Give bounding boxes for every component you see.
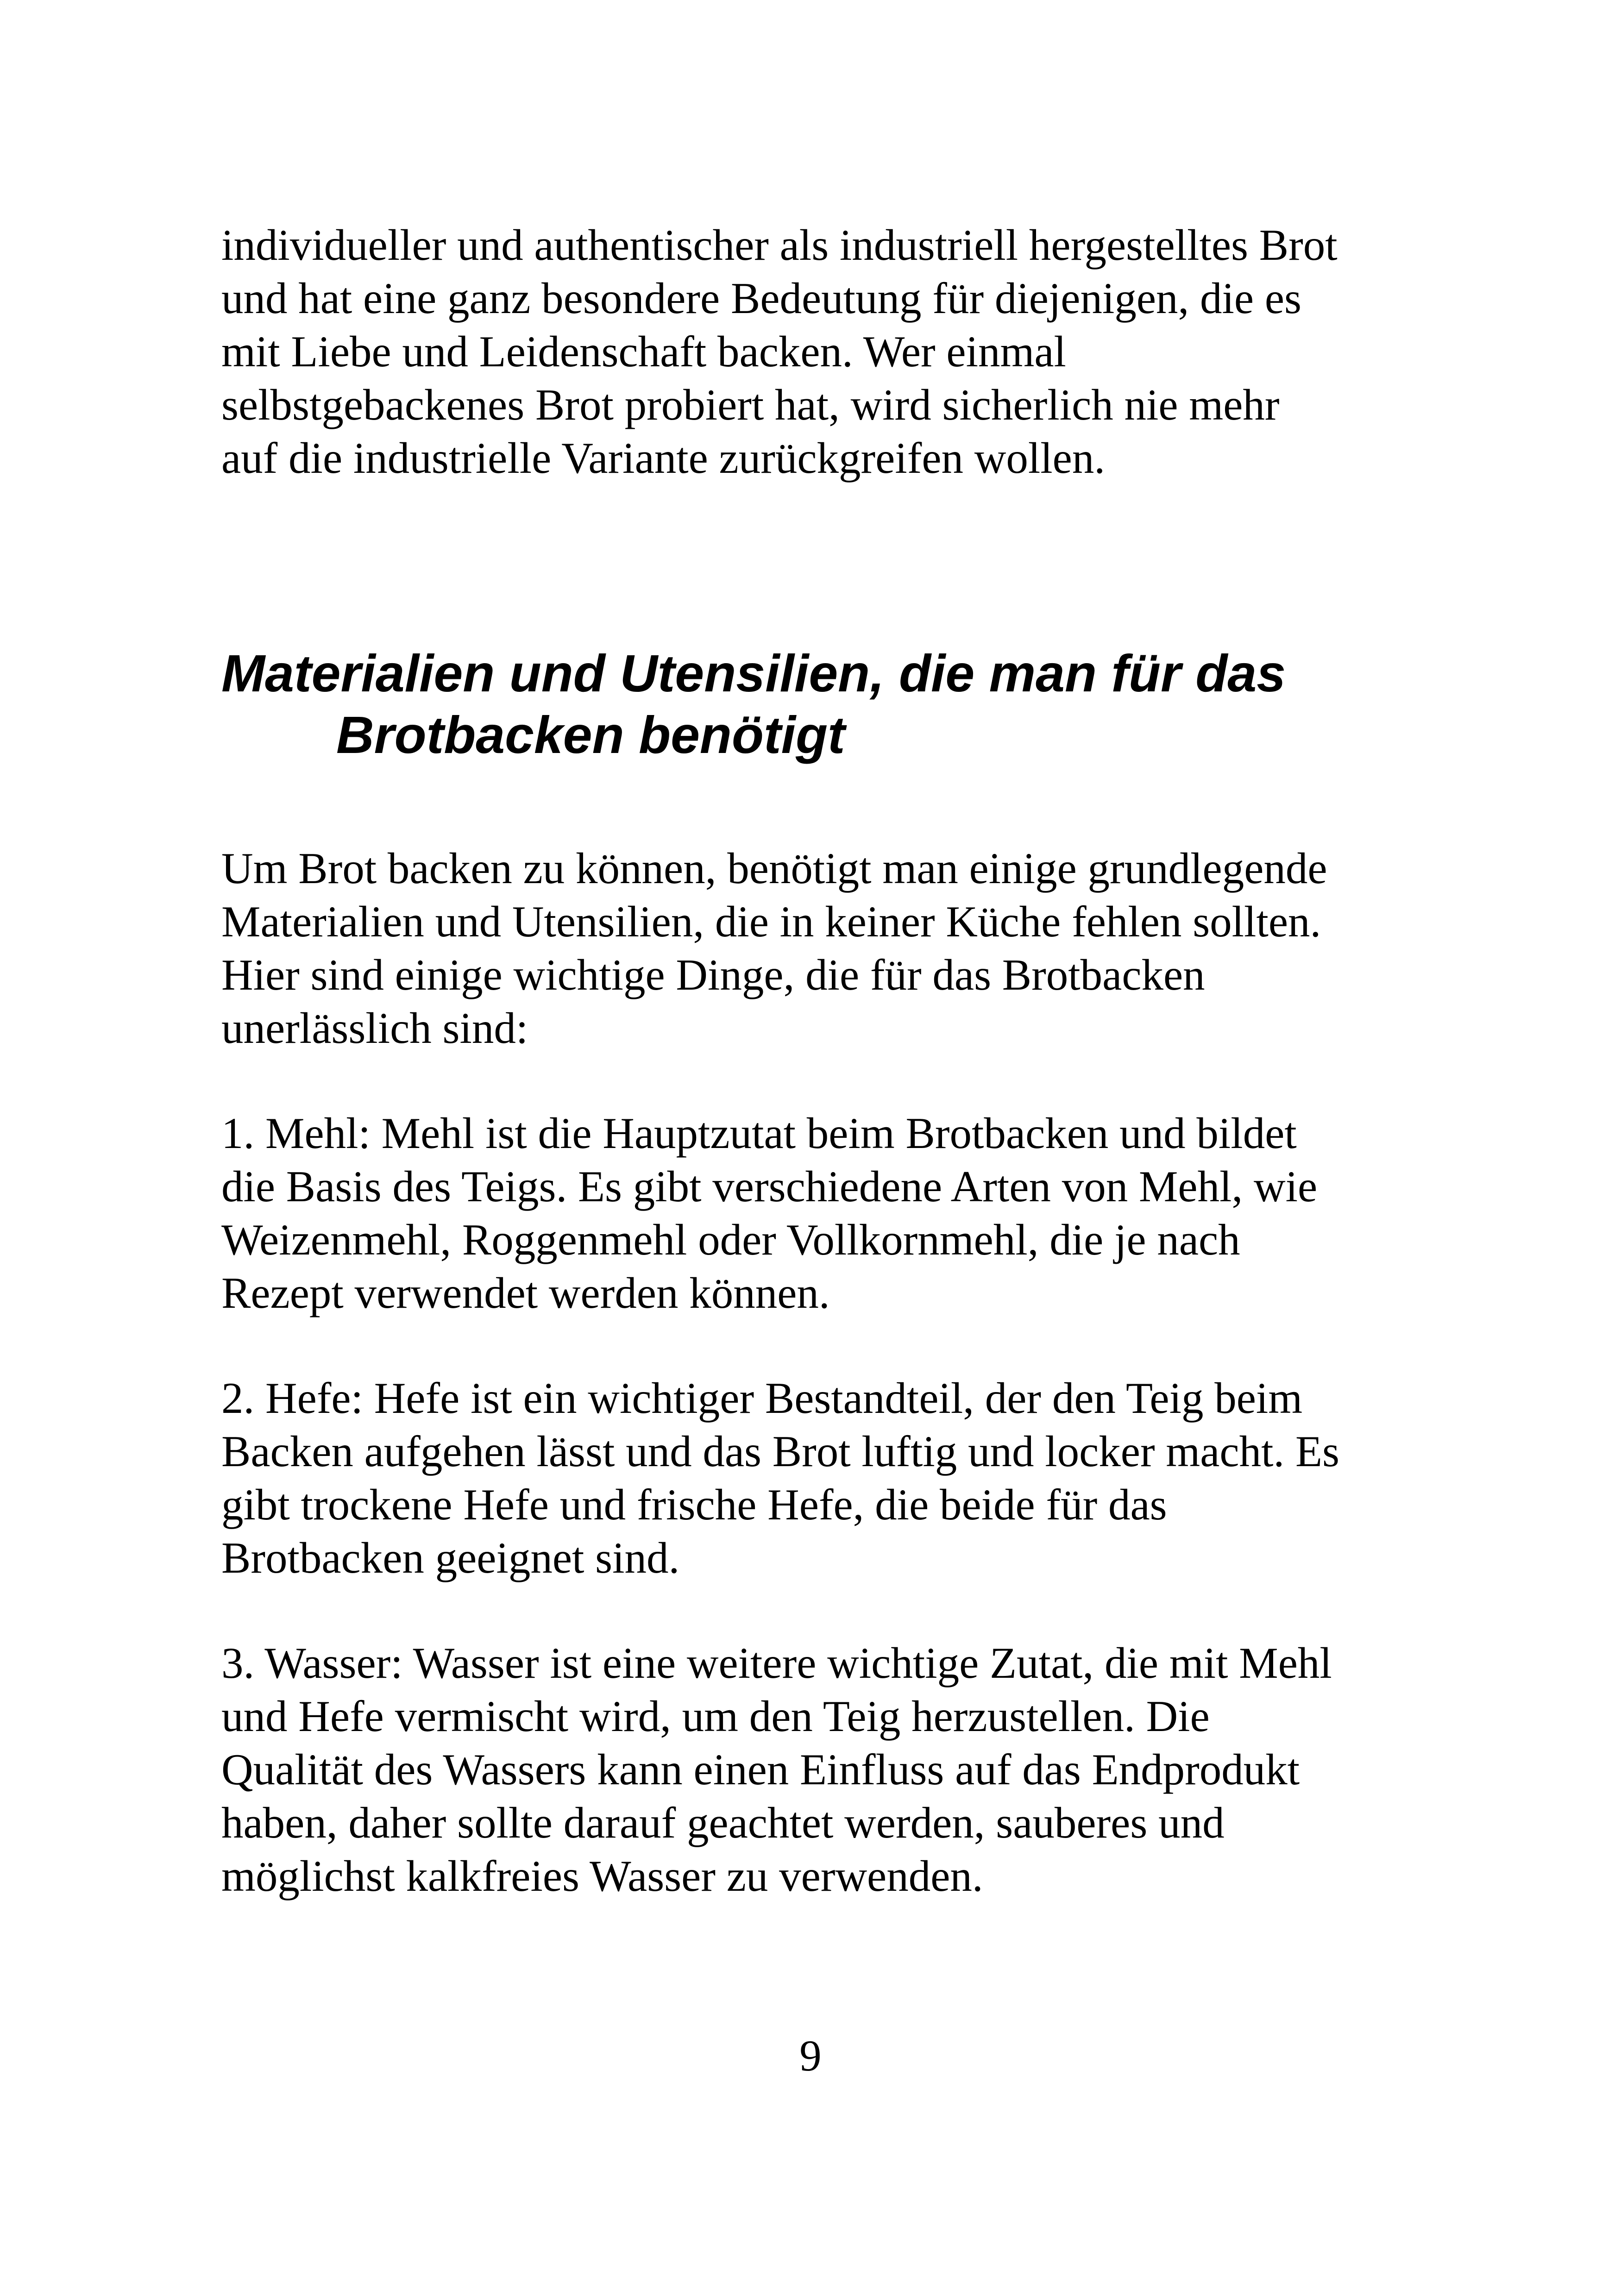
paragraph-line: mit Liebe und Leidenschaft backen. Wer einmal: [221, 327, 1066, 376]
lead-paragraph: [221, 842, 1416, 1055]
paragraph-line: unerlässlich sind:: [221, 1004, 528, 1053]
page-number: 9: [799, 2031, 822, 2080]
list-item-water: [221, 1637, 1416, 1903]
paragraph-line: möglichst kalkfreies Wasser zu verwenden.: [221, 1851, 983, 1901]
paragraph-line: Rezept verwendet werden können.: [221, 1268, 830, 1317]
section-heading: [221, 643, 1472, 766]
paragraph-line: Brotbacken geeignet sind.: [221, 1533, 680, 1582]
heading-line: Brotbacken benötigt: [336, 706, 845, 764]
paragraph-line: und hat eine ganz besondere Bedeutung für diejenigen, die es: [221, 274, 1301, 323]
paragraph-line: individueller und authentischer als industriell hergestelltes Brot: [221, 220, 1338, 270]
paragraph-line: Qualität des Wassers kann einen Einfluss auf das Endprodukt: [221, 1745, 1300, 1794]
paragraph-line: 1. Mehl: Mehl ist die Hauptzutat beim Brotbacken und bildet: [221, 1109, 1297, 1158]
paragraph-line: 3. Wasser: Wasser ist eine weitere wichtige Zutat, die mit Mehl: [221, 1638, 1332, 1687]
list-item-flour: [221, 1107, 1416, 1320]
heading-line: Materialien und Utensilien, die man für das: [221, 644, 1286, 703]
paragraph-line: und Hefe vermischt wird, um den Teig herzustellen. Die: [221, 1692, 1210, 1741]
paragraph-line: Materialien und Utensilien, die in keiner Küche fehlen sollten.: [221, 897, 1321, 946]
intro-paragraph: [221, 219, 1416, 485]
paragraph-line: Hier sind einige wichtige Dinge, die für das Brotbacken: [221, 950, 1205, 999]
paragraph-line: 2. Hefe: Hefe ist ein wichtiger Bestandteil, der den Teig beim: [221, 1374, 1303, 1423]
list-item-yeast: [221, 1372, 1416, 1585]
paragraph-line: gibt trockene Hefe und frische Hefe, die beide für das: [221, 1480, 1167, 1529]
paragraph-line: Um Brot backen zu können, benötigt man einige grundlegende: [221, 844, 1327, 893]
paragraph-line: haben, daher sollte darauf geachtet werden, sauberes und: [221, 1798, 1225, 1847]
paragraph-line: die Basis des Teigs. Es gibt verschiedene Arten von Mehl, wie: [221, 1162, 1318, 1211]
paragraph-line: Backen aufgehen lässt und das Brot luftig und locker macht. Es: [221, 1427, 1339, 1476]
paragraph-line: Weizenmehl, Roggenmehl oder Vollkornmehl, die je nach: [221, 1215, 1240, 1264]
paragraph-line: selbstgebackenes Brot probiert hat, wird sicherlich nie mehr: [221, 380, 1280, 429]
paragraph-line: auf die industrielle Variante zurückgreifen wollen.: [221, 433, 1106, 483]
